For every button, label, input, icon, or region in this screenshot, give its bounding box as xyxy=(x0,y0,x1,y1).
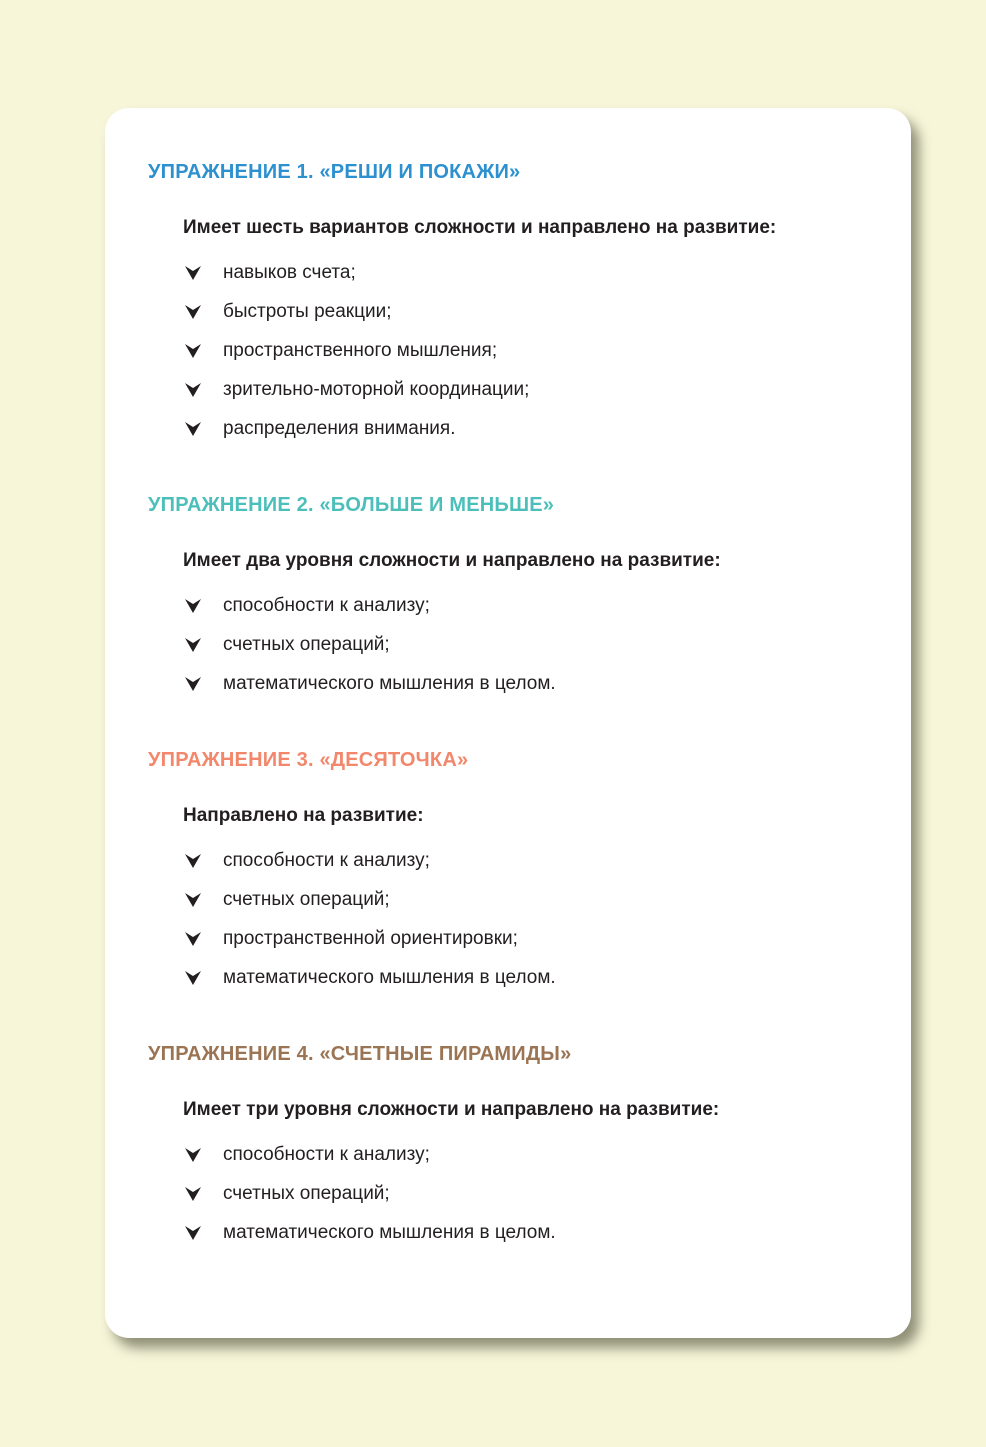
list-item xyxy=(148,664,911,703)
exercise-title: УПРАЖНЕНИЕ 4. «СЧЕТНЫЕ ПИРАМИДЫ» xyxy=(148,1043,572,1065)
chevron-down-icon xyxy=(185,1187,201,1201)
chevron-down-icon xyxy=(185,305,201,319)
list-item xyxy=(148,253,911,292)
chevron-down-icon xyxy=(185,638,201,652)
list-item-text: пространственного мышления; xyxy=(223,340,498,361)
exercise-intro: Имеет шесть вариантов сложности и направлено на развитие: xyxy=(183,217,777,238)
exercise-section xyxy=(148,1039,911,1252)
chevron-down-icon xyxy=(185,422,201,436)
exercise-intro: Имеет два уровня сложности и направлено на развитие: xyxy=(183,550,721,571)
chevron-down-icon xyxy=(185,893,201,907)
list-item xyxy=(148,586,911,625)
exercise-intro: Имеет три уровня сложности и направлено на развитие: xyxy=(183,1099,720,1120)
list-item-text: математического мышления в целом. xyxy=(223,1222,556,1243)
chevron-down-icon xyxy=(185,266,201,280)
list-item-text: зрительно-моторной координации; xyxy=(223,379,530,400)
list-item xyxy=(148,625,911,664)
chevron-down-icon xyxy=(185,1226,201,1240)
list-item xyxy=(148,919,911,958)
chevron-down-icon xyxy=(185,383,201,397)
chevron-down-icon xyxy=(185,971,201,985)
list-item-text: быстроты реакции; xyxy=(223,301,392,322)
list-item xyxy=(148,1135,911,1174)
list-item xyxy=(148,880,911,919)
list-item-text: способности к анализу; xyxy=(223,850,430,871)
list-item xyxy=(148,292,911,331)
chevron-down-icon xyxy=(185,1148,201,1162)
list-item-text: способности к анализу; xyxy=(223,595,430,616)
list-item xyxy=(148,370,911,409)
list-item xyxy=(148,331,911,370)
list-item-text: математического мышления в целом. xyxy=(223,967,556,988)
chevron-down-icon xyxy=(185,599,201,613)
exercise-intro: Направлено на развитие: xyxy=(183,805,424,826)
exercise-title: УПРАЖНЕНИЕ 2. «БОЛЬШЕ И МЕНЬШЕ» xyxy=(148,494,555,516)
list-item xyxy=(148,841,911,880)
list-item-text: способности к анализу; xyxy=(223,1144,430,1165)
list-item xyxy=(148,409,911,448)
list-item-text: счетных операций; xyxy=(223,889,390,910)
list-item-text: распределения внимания. xyxy=(223,418,456,439)
chevron-down-icon xyxy=(185,677,201,691)
exercise-section xyxy=(148,745,911,997)
chevron-down-icon xyxy=(185,932,201,946)
list-item xyxy=(148,1213,911,1252)
exercise-section xyxy=(148,490,911,703)
exercise-title: УПРАЖНЕНИЕ 3. «ДЕСЯТОЧКА» xyxy=(148,749,469,771)
list-item xyxy=(148,958,911,997)
exercise-title: УПРАЖНЕНИЕ 1. «РЕШИ И ПОКАЖИ» xyxy=(148,161,521,183)
list-item-text: математического мышления в целом. xyxy=(223,673,556,694)
exercise-card xyxy=(105,108,911,1338)
list-item-text: пространственной ориентировки; xyxy=(223,928,518,949)
exercise-section xyxy=(148,157,911,448)
list-item-text: счетных операций; xyxy=(223,634,390,655)
list-item xyxy=(148,1174,911,1213)
chevron-down-icon xyxy=(185,344,201,358)
list-item-text: навыков счета; xyxy=(223,262,356,283)
chevron-down-icon xyxy=(185,854,201,868)
list-item-text: счетных операций; xyxy=(223,1183,390,1204)
